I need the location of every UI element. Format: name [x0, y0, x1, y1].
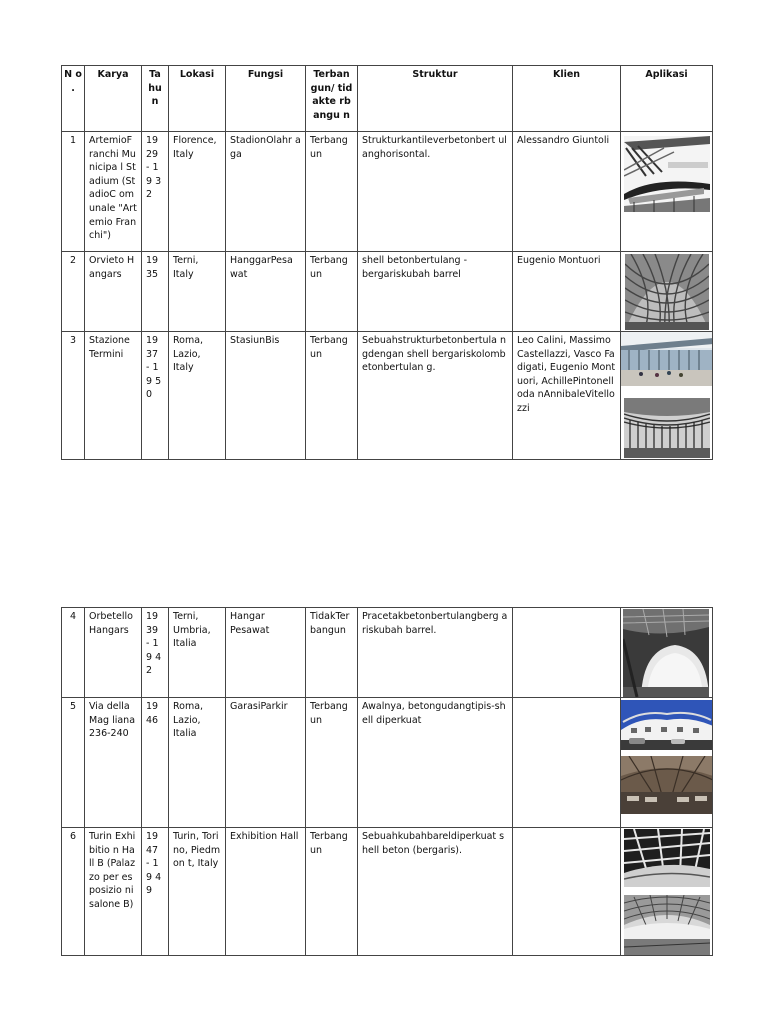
cell-status: Terbang un: [306, 332, 358, 460]
cell-fungsi: HanggarPesa wat: [226, 252, 306, 332]
cell-tahun: 19 39 - 19 42: [142, 608, 169, 698]
cell-klien: [513, 828, 621, 956]
header-status: Terban gun/ tidakte rbangu n: [306, 66, 358, 132]
cell-lokasi: Turin, Torino, Piedmon t, Italy: [169, 828, 226, 956]
cell-klien: [513, 698, 621, 828]
cell-struktur: Pracetakbetonbertulangberg ariskubah barrel.: [358, 608, 513, 698]
cell-karya: Via dellaMag liana 236-240: [85, 698, 142, 828]
cell-status: Terbang un: [306, 828, 358, 956]
garage-interior-photo: [621, 756, 713, 814]
works-table-part-2: [61, 607, 713, 956]
cell-status: TidakTer bangun: [306, 608, 358, 698]
cell-tahun: 19 35: [142, 252, 169, 332]
cell-no: 3: [62, 332, 85, 460]
table-row: [62, 828, 713, 956]
header-no: N o .: [62, 66, 85, 132]
cell-status: Terbang un: [306, 698, 358, 828]
header-struktur: Struktur: [358, 66, 513, 132]
station-canopy-photo: [624, 398, 710, 458]
cell-lokasi: Florence, Italy: [169, 132, 226, 252]
cell-no: 4: [62, 608, 85, 698]
cell-aplikasi: [621, 252, 713, 332]
cell-karya: ArtemioF ranchi Municipa l Stadium (StadioC omunale "Artemio Franchi"): [85, 132, 142, 252]
cell-struktur: Sebuahkubahbareldiperkuat shell beton (bergaris).: [358, 828, 513, 956]
hangar-lattice-photo: [625, 254, 709, 330]
cell-no: 6: [62, 828, 85, 956]
cell-lokasi: Roma, Lazio, Italia: [169, 698, 226, 828]
cell-struktur: shell betonbertulang - bergariskubah barrel: [358, 252, 513, 332]
cell-tahun: 19 47 - 19 49: [142, 828, 169, 956]
table-row: [62, 132, 713, 252]
cell-klien: [513, 608, 621, 698]
garage-exterior-photo: [621, 700, 713, 750]
works-table-part-1: [61, 65, 713, 460]
cell-struktur: Sebuahstrukturbetonbertula ngdengan shell bergariskolombetonbertulan g.: [358, 332, 513, 460]
cell-klien: Leo Calini, Massimo Castellazzi, Vasco Fadigati, Eugenio Montuori, AchillePintonelloda nAnnibaleVitellozzi: [513, 332, 621, 460]
stadium-canopy-photo: [624, 136, 710, 212]
table-row: [62, 608, 713, 698]
header-fungsi: Fungsi: [226, 66, 306, 132]
cell-karya: Orbetello Hangars: [85, 608, 142, 698]
cell-karya: Turin Exhibitio n Hall B (Palazzo per esposizio nisalone B): [85, 828, 142, 956]
cell-struktur: Strukturkantileverbetonbert ulanghorisontal.: [358, 132, 513, 252]
cell-fungsi: StasiunBis: [226, 332, 306, 460]
cell-lokasi: Terni, Umbria, Italia: [169, 608, 226, 698]
header-klien: Klien: [513, 66, 621, 132]
cell-aplikasi: [621, 698, 713, 828]
cell-klien: Alessandro Giuntoli: [513, 132, 621, 252]
table-row: [62, 698, 713, 828]
cell-klien: Eugenio Montuori: [513, 252, 621, 332]
table-row: [62, 332, 713, 460]
cell-karya: Orvieto Hangars: [85, 252, 142, 332]
cell-aplikasi: [621, 332, 713, 460]
cell-fungsi: StadionOlahr aga: [226, 132, 306, 252]
cell-no: 2: [62, 252, 85, 332]
cell-no: 1: [62, 132, 85, 252]
cell-tahun: 19 29 - 19 32: [142, 132, 169, 252]
cell-fungsi: Hangar Pesawat: [226, 608, 306, 698]
cell-tahun: 19 46: [142, 698, 169, 828]
cell-aplikasi: [621, 132, 713, 252]
cell-tahun: 19 37 - 19 50: [142, 332, 169, 460]
exhibition-hall-vault-photo: [624, 895, 710, 955]
cell-aplikasi: [621, 608, 713, 698]
header-lokasi: Lokasi: [169, 66, 226, 132]
cell-fungsi: Exhibition Hall: [226, 828, 306, 956]
cell-karya: Stazione Termini: [85, 332, 142, 460]
header-aplikasi: Aplikasi: [621, 66, 713, 132]
exhibition-hall-ceiling-photo: [624, 829, 710, 887]
cell-status: Terbang un: [306, 132, 358, 252]
cell-struktur: Awalnya, betongudangtipis-shell diperkuat: [358, 698, 513, 828]
cell-lokasi: Terni, Italy: [169, 252, 226, 332]
cell-lokasi: Roma, Lazio, Italy: [169, 332, 226, 460]
header-karya: Karya: [85, 66, 142, 132]
hangar-arch-photo: [623, 609, 709, 697]
table-header-row: [62, 66, 713, 132]
cell-no: 5: [62, 698, 85, 828]
station-facade-photo: [621, 332, 713, 386]
header-tahun: Ta hu n: [142, 66, 169, 132]
cell-status: Terbang un: [306, 252, 358, 332]
cell-aplikasi: [621, 828, 713, 956]
table-row: [62, 252, 713, 332]
cell-fungsi: GarasiParkir: [226, 698, 306, 828]
